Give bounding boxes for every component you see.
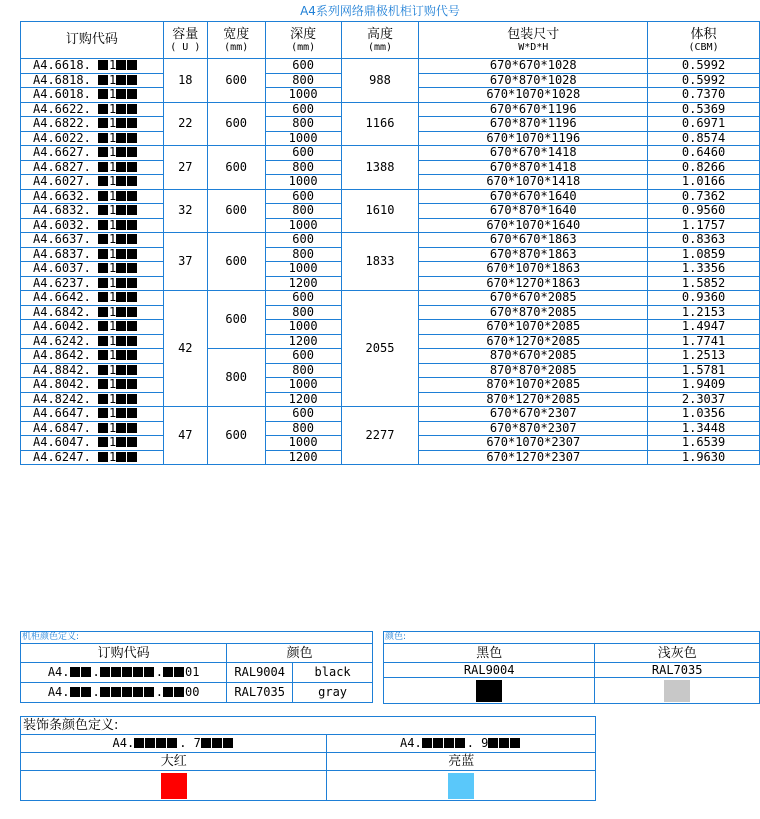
- depth-cell: 1200: [265, 392, 341, 407]
- order-code: A4.6642. 1: [21, 291, 164, 306]
- volume-cell: 0.8574: [648, 131, 760, 146]
- blue-stripe-swatch: [448, 773, 474, 799]
- width-cell: 600: [207, 59, 265, 103]
- table-row: [21, 59, 760, 74]
- volume-cell: 1.2513: [648, 349, 760, 364]
- red-stripe-swatch: [161, 773, 187, 799]
- volume-cell: 1.5781: [648, 363, 760, 378]
- height-cell: 2277: [341, 407, 419, 465]
- pack-size-cell: 670*670*2307: [419, 407, 648, 422]
- gray-color-swatch: [664, 680, 690, 702]
- order-code: A4.6637. 1: [21, 233, 164, 248]
- depth-cell: 1000: [265, 218, 341, 233]
- depth-cell: 600: [265, 59, 341, 74]
- depth-cell: 800: [265, 73, 341, 88]
- volume-cell: 1.0859: [648, 247, 760, 262]
- pack-size-cell: 670*870*1418: [419, 160, 648, 175]
- black-color-swatch: [476, 680, 502, 702]
- cabinet-color-table: [20, 631, 373, 703]
- volume-cell: 0.8266: [648, 160, 760, 175]
- cabinet-color-code: A4. . . 01: [21, 663, 227, 683]
- height-cell: 988: [341, 59, 419, 103]
- header-width: 宽度 (mm): [207, 22, 265, 59]
- stripe-code-red: A4. . 7: [21, 735, 327, 753]
- pack-size-cell: 670*1270*2307: [419, 450, 648, 465]
- table-row: [21, 233, 760, 248]
- pack-size-cell: 670*870*1640: [419, 204, 648, 219]
- swatch-name-gray: 浅灰色: [595, 644, 760, 663]
- depth-cell: 600: [265, 102, 341, 117]
- volume-cell: 0.5992: [648, 73, 760, 88]
- order-code: A4.8242. 1: [21, 392, 164, 407]
- height-cell: 2055: [341, 291, 419, 407]
- order-code: A4.6037. 1: [21, 262, 164, 277]
- order-code: A4.6242. 1: [21, 334, 164, 349]
- pack-size-cell: 870*1070*2085: [419, 378, 648, 393]
- volume-cell: 1.2153: [648, 305, 760, 320]
- width-cell: 600: [207, 407, 265, 465]
- cabinet-code-header: 订购代码: [21, 644, 227, 663]
- depth-cell: 1200: [265, 450, 341, 465]
- capacity-cell: 18: [163, 59, 207, 103]
- depth-cell: 1000: [265, 131, 341, 146]
- pack-size-cell: 670*670*2085: [419, 291, 648, 306]
- table-row: [21, 189, 760, 204]
- pack-size-cell: 670*1070*1028: [419, 88, 648, 103]
- width-cell: 600: [207, 233, 265, 291]
- capacity-cell: 32: [163, 189, 207, 233]
- pack-size-cell: 670*1070*1863: [419, 262, 648, 277]
- depth-cell: 600: [265, 291, 341, 306]
- header-code: 订购代码: [21, 22, 164, 59]
- depth-cell: 600: [265, 189, 341, 204]
- volume-cell: 0.9360: [648, 291, 760, 306]
- table-row: [21, 102, 760, 117]
- depth-cell: 1000: [265, 175, 341, 190]
- height-cell: 1166: [341, 102, 419, 146]
- pack-size-cell: 670*870*2307: [419, 421, 648, 436]
- stripe-name-red: 大红: [21, 753, 327, 771]
- depth-cell: 1200: [265, 334, 341, 349]
- pack-size-cell: 670*1070*1196: [419, 131, 648, 146]
- depth-cell: 800: [265, 117, 341, 132]
- color-swatch-label: 颜色:: [384, 632, 760, 644]
- capacity-cell: 47: [163, 407, 207, 465]
- volume-cell: 0.5369: [648, 102, 760, 117]
- volume-cell: 0.6460: [648, 146, 760, 161]
- height-cell: 1833: [341, 233, 419, 291]
- volume-cell: 1.9630: [648, 450, 760, 465]
- swatch-name-black: 黑色: [384, 644, 595, 663]
- width-cell: 600: [207, 291, 265, 349]
- order-code: A4.6237. 1: [21, 276, 164, 291]
- table-row: [21, 407, 760, 422]
- depth-cell: 1000: [265, 262, 341, 277]
- cabinet-color-ral: RAL7035: [227, 683, 293, 703]
- volume-cell: 1.4947: [648, 320, 760, 335]
- pack-size-cell: 670*670*1196: [419, 102, 648, 117]
- swatch-ral-black: RAL9004: [384, 663, 595, 678]
- pack-size-cell: 670*1070*1640: [419, 218, 648, 233]
- order-code-table: [20, 21, 760, 465]
- pack-size-cell: 670*670*1028: [419, 59, 648, 74]
- table-row: [21, 291, 760, 306]
- capacity-cell: 22: [163, 102, 207, 146]
- depth-cell: 800: [265, 421, 341, 436]
- volume-cell: 1.3448: [648, 421, 760, 436]
- pack-size-cell: 670*670*1418: [419, 146, 648, 161]
- header-capacity: 容量 ( U ): [163, 22, 207, 59]
- capacity-cell: 42: [163, 291, 207, 407]
- depth-cell: 1000: [265, 436, 341, 451]
- pack-size-cell: 870*870*2085: [419, 363, 648, 378]
- swatch-ral-gray: RAL7035: [595, 663, 760, 678]
- volume-cell: 1.0166: [648, 175, 760, 190]
- depth-cell: 600: [265, 146, 341, 161]
- order-code: A4.8042. 1: [21, 378, 164, 393]
- cabinet-color-ral: RAL9004: [227, 663, 293, 683]
- order-code: A4.6647. 1: [21, 407, 164, 422]
- order-code: A4.6818. 1: [21, 73, 164, 88]
- pack-size-cell: 670*870*2085: [419, 305, 648, 320]
- volume-cell: 2.3037: [648, 392, 760, 407]
- volume-cell: 0.5992: [648, 59, 760, 74]
- stripe-name-blue: 亮蓝: [327, 753, 596, 771]
- cabinet-color-name: black: [293, 663, 373, 683]
- depth-cell: 1000: [265, 320, 341, 335]
- volume-cell: 1.6539: [648, 436, 760, 451]
- volume-cell: 1.3356: [648, 262, 760, 277]
- page-title: A4系列网络鼎极机柜订购代号: [300, 4, 460, 18]
- order-code: A4.6832. 1: [21, 204, 164, 219]
- order-code: A4.8842. 1: [21, 363, 164, 378]
- header-height: 高度 (mm): [341, 22, 419, 59]
- order-code: A4.6027. 1: [21, 175, 164, 190]
- pack-size-cell: 870*1270*2085: [419, 392, 648, 407]
- order-code: A4.6847. 1: [21, 421, 164, 436]
- width-cell: 800: [207, 349, 265, 407]
- volume-cell: 1.5852: [648, 276, 760, 291]
- order-code: A4.8642. 1: [21, 349, 164, 364]
- pack-size-cell: 670*870*1196: [419, 117, 648, 132]
- depth-cell: 800: [265, 363, 341, 378]
- pack-size-cell: 870*670*2085: [419, 349, 648, 364]
- order-code: A4.6837. 1: [21, 247, 164, 262]
- order-code: A4.6018. 1: [21, 88, 164, 103]
- volume-cell: 0.7370: [648, 88, 760, 103]
- volume-cell: 1.1757: [648, 218, 760, 233]
- width-cell: 600: [207, 189, 265, 233]
- height-cell: 1610: [341, 189, 419, 233]
- pack-size-cell: 670*1070*2085: [419, 320, 648, 335]
- depth-cell: 600: [265, 349, 341, 364]
- header-volume: 体积 (CBM): [648, 22, 760, 59]
- cabinet-color-label: 机柜颜色定义:: [21, 632, 373, 644]
- depth-cell: 800: [265, 247, 341, 262]
- volume-cell: 0.9560: [648, 204, 760, 219]
- cabinet-color-code: A4. . . 00: [21, 683, 227, 703]
- stripe-color-label: 装饰条颜色定义:: [21, 717, 596, 735]
- volume-cell: 0.6971: [648, 117, 760, 132]
- capacity-cell: 37: [163, 233, 207, 291]
- pack-size-cell: 670*1070*1418: [419, 175, 648, 190]
- order-code: A4.6618. 1: [21, 59, 164, 74]
- depth-cell: 1000: [265, 378, 341, 393]
- order-code: A4.6842. 1: [21, 305, 164, 320]
- pack-size-cell: 670*670*1863: [419, 233, 648, 248]
- pack-size-cell: 670*1070*2307: [419, 436, 648, 451]
- order-code: A4.6042. 1: [21, 320, 164, 335]
- pack-size-cell: 670*1270*2085: [419, 334, 648, 349]
- pack-size-cell: 670*670*1640: [419, 189, 648, 204]
- pack-size-cell: 670*870*1863: [419, 247, 648, 262]
- volume-cell: 1.0356: [648, 407, 760, 422]
- cabinet-color-row: [21, 663, 373, 683]
- order-code: A4.6627. 1: [21, 146, 164, 161]
- depth-cell: 800: [265, 305, 341, 320]
- width-cell: 600: [207, 146, 265, 190]
- cabinet-color-name: gray: [293, 683, 373, 703]
- stripe-code-blue: A4. . 9: [327, 735, 596, 753]
- order-code: A4.6827. 1: [21, 160, 164, 175]
- table-row: [21, 146, 760, 161]
- height-cell: 1388: [341, 146, 419, 190]
- color-swatch-table: [383, 631, 760, 704]
- pack-size-cell: 670*1270*1863: [419, 276, 648, 291]
- cabinet-color-row: [21, 683, 373, 703]
- order-code: A4.6622. 1: [21, 102, 164, 117]
- width-cell: 600: [207, 102, 265, 146]
- header-depth: 深度 (mm): [265, 22, 341, 59]
- depth-cell: 600: [265, 233, 341, 248]
- order-code: A4.6822. 1: [21, 117, 164, 132]
- depth-cell: 600: [265, 407, 341, 422]
- order-code: A4.6047. 1: [21, 436, 164, 451]
- order-code: A4.6247. 1: [21, 450, 164, 465]
- depth-cell: 1000: [265, 88, 341, 103]
- order-code: A4.6632. 1: [21, 189, 164, 204]
- order-code: A4.6022. 1: [21, 131, 164, 146]
- capacity-cell: 27: [163, 146, 207, 190]
- header-pack-size: 包装尺寸 W*D*H: [419, 22, 648, 59]
- depth-cell: 1200: [265, 276, 341, 291]
- depth-cell: 800: [265, 204, 341, 219]
- order-code: A4.6032. 1: [21, 218, 164, 233]
- pack-size-cell: 670*870*1028: [419, 73, 648, 88]
- cabinet-color-header: 颜色: [227, 644, 373, 663]
- volume-cell: 1.7741: [648, 334, 760, 349]
- volume-cell: 0.8363: [648, 233, 760, 248]
- depth-cell: 800: [265, 160, 341, 175]
- stripe-color-table: [20, 716, 596, 801]
- volume-cell: 0.7362: [648, 189, 760, 204]
- volume-cell: 1.9409: [648, 378, 760, 393]
